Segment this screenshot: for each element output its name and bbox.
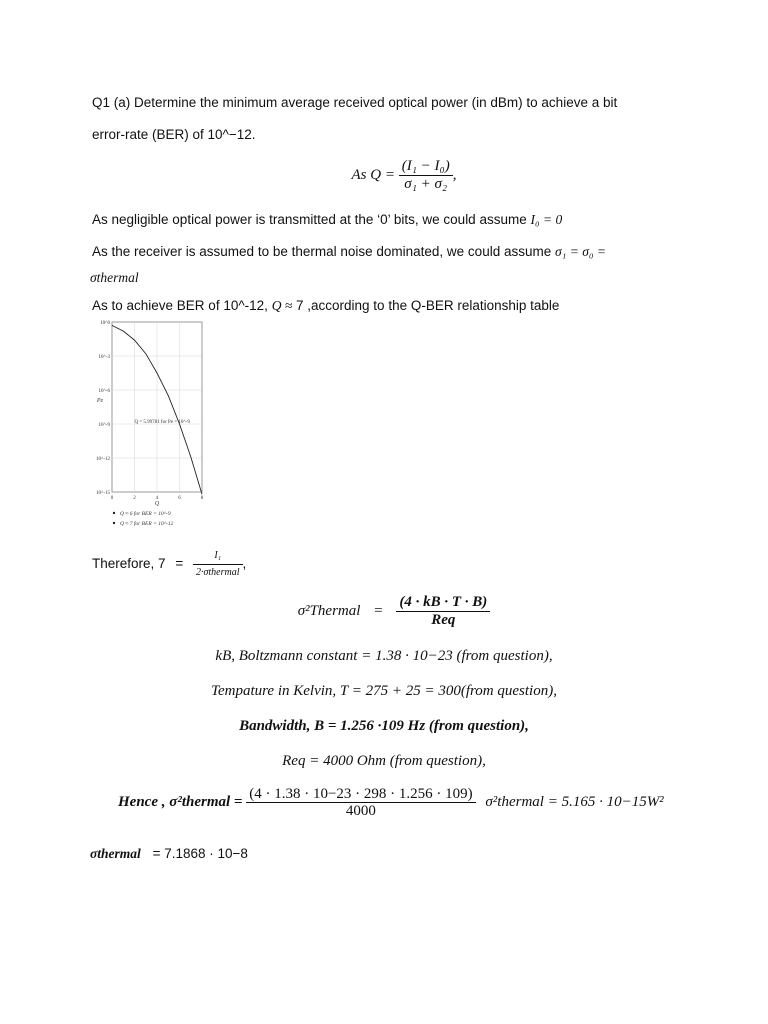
ber-text-b: 7 ,according to the Q-BER relationship table [296, 298, 560, 313]
y-tick-label: 10^-9 [98, 423, 110, 428]
req-line: Req = 4000 Ohm (from question), [282, 753, 486, 769]
ber-text-a: As to achieve BER of 10^-12, [92, 298, 268, 313]
bullet-text: Q ≈ 7 for BER = 10^-12 [120, 521, 174, 527]
sigma-fraction [396, 594, 490, 629]
q-ber-chart-svg [92, 318, 214, 534]
y-tick-label: 10^-12 [95, 457, 110, 462]
sigma-formula [0, 594, 768, 629]
q-ber-chart [92, 318, 214, 534]
q-denominator: σ₁ + σ₂ [404, 176, 448, 192]
final-lhs: σthermal [90, 846, 141, 861]
final-line [90, 846, 248, 862]
sigma-lhs: σ²Thermal [297, 602, 361, 619]
therefore-line [92, 548, 246, 581]
x-tick-label: 2 [133, 496, 136, 501]
temperature-line: Tempature in Kelvin, T = 275 + 25 = 300(from question), [211, 683, 557, 699]
therefore-denominator: 2·σthermal [195, 567, 240, 578]
thermal-text: As the receiver is assumed to be thermal noise dominated, we could assume [92, 244, 552, 259]
q-formula-lhs: As Q = [351, 166, 395, 183]
hence-numerator: (4 · 1.38 · 10−23 · 298 · 1.256 · 109) [246, 786, 475, 803]
sigma-denominator: Req [431, 612, 456, 628]
therefore-tail: , [242, 556, 247, 572]
x-tick-label: 4 [155, 496, 159, 501]
hence-line [118, 786, 664, 819]
question-line-1: Q1 (a) Determine the minimum average received optical power (in dBm) to achieve a bit [92, 95, 618, 110]
therefore-numerator: I₁ [193, 548, 243, 565]
q-numerator: (I₁ − I₀) [399, 158, 453, 176]
y-tick-label: 10^-3 [98, 355, 110, 360]
ber-math: Q ≈ [271, 298, 293, 313]
chart-annotation: Q = 5.99781 for Pe = 10^-9 [134, 419, 190, 425]
kb-line: kB, Boltzmann constant = 1.38 · 10−23 (from question), [215, 648, 553, 664]
x-tick-label: 0 [110, 496, 114, 501]
i0-text: As negligible optical power is transmitted at the ‘0’ bits, we could assume [92, 212, 527, 227]
bullet-dot [113, 522, 115, 524]
x-tick-label: 6 [178, 496, 181, 501]
ber-paragraph [92, 298, 559, 314]
sigma-eq: = [374, 602, 383, 619]
therefore-fraction [193, 548, 243, 581]
q-fraction [399, 158, 453, 193]
therefore-eq: = [175, 556, 184, 572]
y-tick-label: 10^-15 [95, 491, 110, 496]
question-line-2: error-rate (BER) of 10^−12. [92, 127, 256, 142]
thermal-math: σ₁ = σ₀ = [555, 244, 607, 259]
i0-paragraph [92, 212, 562, 228]
x-axis-label: Q [154, 501, 160, 507]
x-tick-label: 8 [200, 496, 204, 501]
therefore-text: Therefore, 7 [92, 556, 166, 572]
bullet-dot [113, 512, 115, 514]
hence-rhs: σ²thermal = 5.165 · 10−15W² [485, 793, 664, 810]
thermal-paragraph [92, 244, 606, 260]
q-formula-tail: , [452, 166, 457, 183]
i0-math: I₀ = 0 [530, 212, 563, 227]
y-axis-label: Pe [96, 398, 104, 404]
bullet-text: Q ≈ 6 for BER = 10^-9 [120, 511, 171, 517]
y-tick-label: 10^-6 [98, 389, 110, 394]
y-tick-label: 10^0 [100, 321, 110, 326]
bandwidth-line: Bandwidth, B = 1.256 ·109 Hz (from question), [239, 718, 529, 734]
hence-denominator: 4000 [345, 803, 376, 819]
hence-lhs: Hence , σ²thermal = [118, 793, 243, 810]
final-rhs: = 7.1868 · 10−8 [152, 846, 248, 861]
q-formula [0, 158, 768, 193]
thermal-math-2: σthermal [90, 270, 139, 285]
hence-fraction [246, 786, 475, 819]
sigma-numerator: (4 · kB · T · B) [396, 594, 490, 612]
